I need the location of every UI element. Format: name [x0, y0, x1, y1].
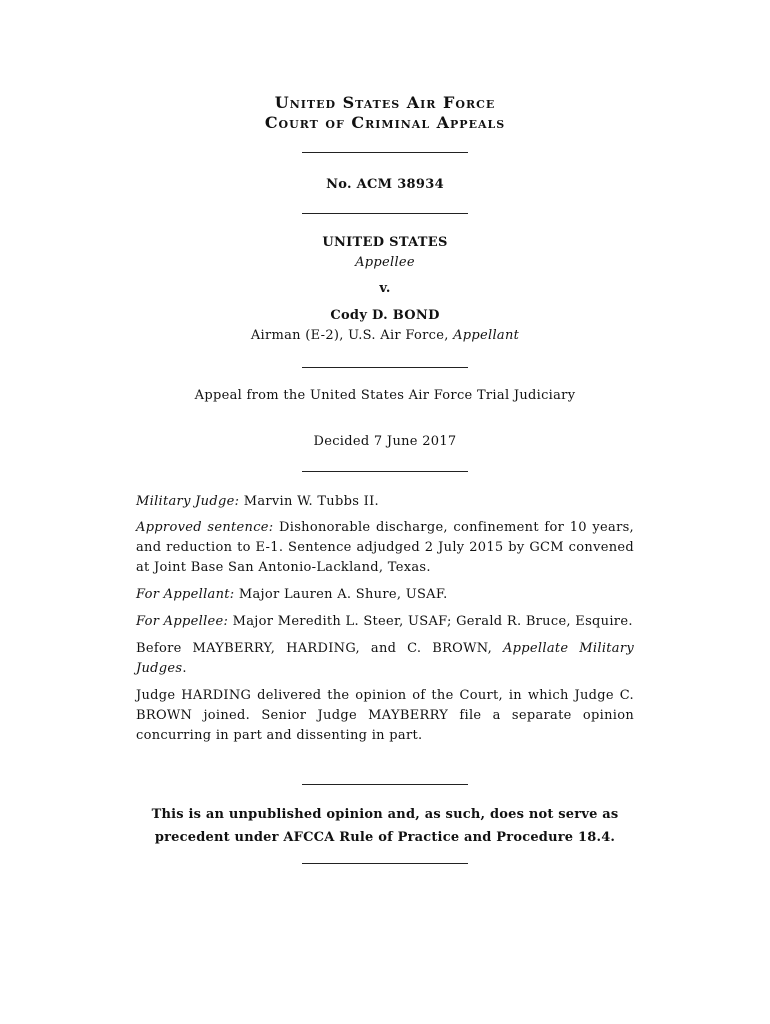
- military-judge-value: Marvin W. Tubbs II.: [243, 494, 379, 509]
- appellee-counsel: [136, 612, 634, 632]
- appellant-counsel-value: Major Lauren A. Shure, USAF.: [238, 587, 448, 602]
- military-judge-label: Military Judge:: [136, 494, 240, 509]
- case-details: [136, 492, 634, 746]
- appellee-role: Appellee: [355, 255, 415, 270]
- notice-line1: This is an unpublished opinion and, as such, does not serve as: [151, 807, 619, 822]
- divider-5: [0, 784, 770, 785]
- appeal-from: Appeal from the United States Air Force Trial Judiciary: [194, 388, 576, 403]
- approved-sentence-label: Approved sentence:: [136, 520, 274, 535]
- appellant-counsel: [136, 585, 634, 605]
- appellant-counsel-label: For Appellant:: [136, 587, 235, 602]
- approved-sentence: [136, 518, 634, 578]
- unpublished-notice: [0, 803, 770, 849]
- opinion-author: Judge HARDING delivered the opinion of the Court, in which Judge C. BROWN joined. Senior Judge MAYBERRY file a separate opinion concurring in part and dissenting in part.: [136, 688, 634, 743]
- divider-6: [0, 863, 770, 864]
- appellee-counsel-label: For Appellee:: [136, 614, 229, 629]
- appellant-role: Appellant: [453, 328, 520, 343]
- appellee-counsel-value: Major Meredith L. Steer, USAF; Gerald R. Bruce, Esquire.: [232, 614, 633, 629]
- court-heading: [0, 93, 770, 133]
- panel-judges-end: .: [182, 661, 187, 676]
- case-number: No. ACM 38934: [326, 177, 444, 192]
- notice-line2: precedent under AFCCA Rule of Practice and Procedure 18.4.: [154, 830, 616, 845]
- court-heading-line2: Court of Criminal Appeals: [264, 113, 506, 132]
- appellant-line: [0, 326, 770, 346]
- divider-3: [0, 367, 770, 368]
- parties-block: [0, 233, 770, 346]
- panel-judges-role: Appellate Military Judges: [136, 641, 635, 676]
- divider-2: [0, 213, 770, 214]
- appellant-desc: Airman (E-2), U.S. Air Force,: [250, 328, 449, 343]
- appellee-name: UNITED STATES: [322, 235, 448, 250]
- military-judge: [136, 492, 634, 512]
- divider-4: [0, 471, 770, 472]
- panel-judges: [136, 639, 634, 679]
- panel-judges-text: Before MAYBERRY, HARDING, and C. BROWN,: [136, 641, 493, 656]
- decided-date: Decided 7 June 2017: [313, 434, 457, 449]
- versus: v.: [379, 281, 391, 296]
- approved-sentence-value: Dishonorable discharge, confinement for 10 years, and reduction to E-1. Sentence adjudged 2 July 2015 by GCM convened at Joint Base San Antonio-Lackland, Texas.: [136, 520, 634, 575]
- court-heading-line1: United States Air Force: [274, 93, 496, 112]
- appellant-name: Cody D. BOND: [330, 308, 440, 323]
- divider-1: [0, 152, 770, 153]
